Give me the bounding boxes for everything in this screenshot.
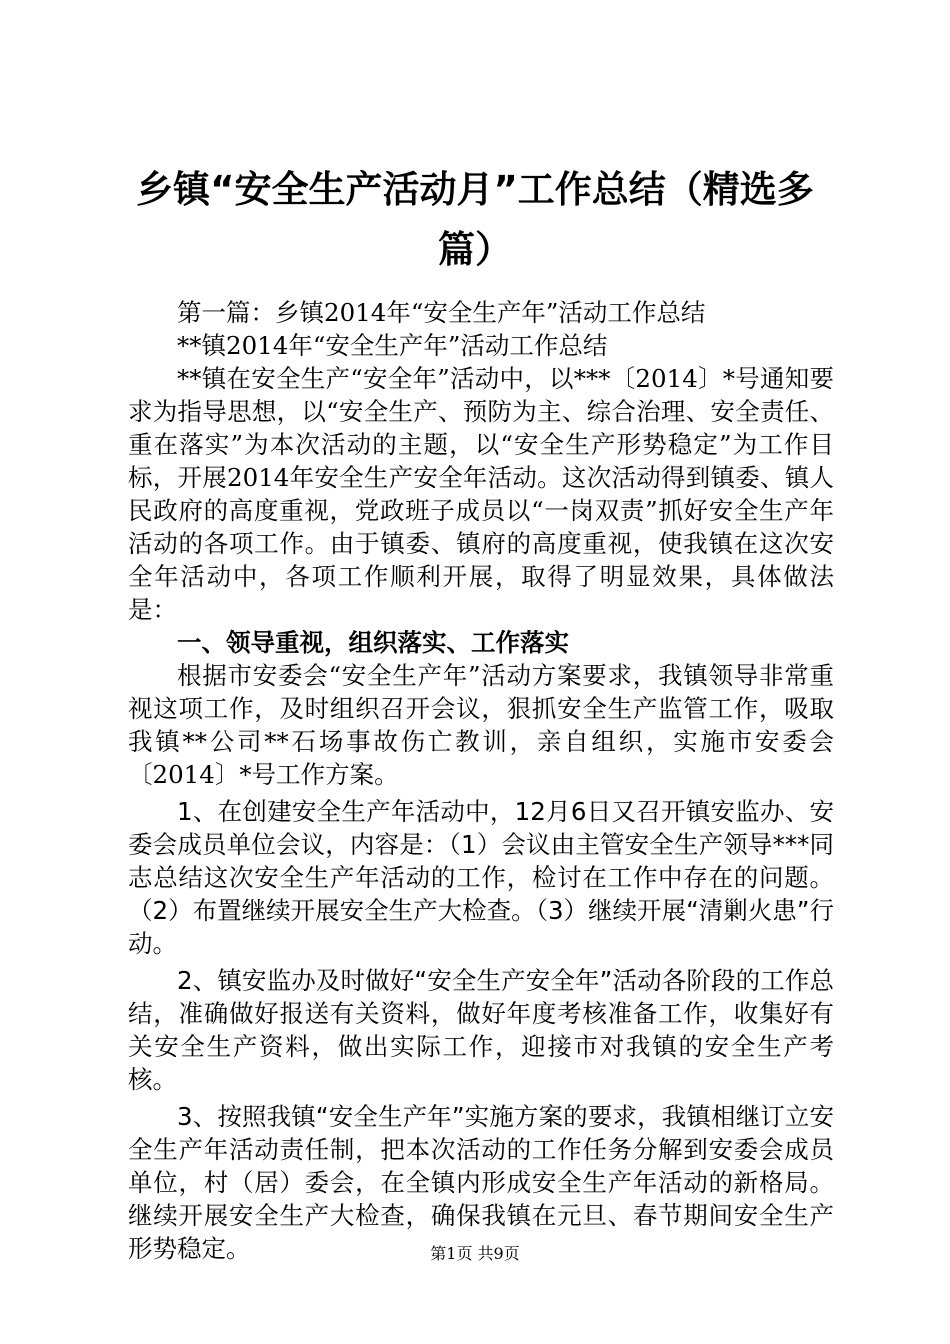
list-item: 2、镇安监办及时做好“安全生产安全年”活动各阶段的工作总结，准确做好报送有关资料，做好年度考核准备工作，收集好有关安全生产资料，做出实际工作，迎接市对我镇的安全生产考核。: [128, 966, 834, 1094]
list-item: 1、在创建安全生产年活动中，12月6日又召开镇安监办、安委会成员单位会议，内容是：（1）会议由主管安全生产领导***同志总结这次安全生产年活动的工作，检讨在工作中存在的问题。（2）布置继续开展安全生产大检查。（3）继续开展“清剿火患”行动。: [128, 797, 834, 958]
document-body: [128, 296, 834, 1265]
subsection-heading: 一、领导重视，组织落实、工作落实: [177, 628, 569, 657]
body-paragraph: **镇在安全生产“安全年”活动中，以***〔2014〕*号通知要求为指导思想，以“安全生产、预防为主、综合治理、安全责任、重在落实”为本次活动的主题，以“安全生产形势稳定”为工作目标，开展2014年安全生产安全年活动。这次活动得到镇委、镇人民政府的高度重视，党政班子成员以“一岗双责”抓好安全生产年活动的各项工作。由于镇委、镇府的高度重视，使我镇在这次安全年活动中，各项工作顺利开展，取得了明显效果，具体做法是：: [128, 364, 834, 624]
subtitle: **镇2014年“安全生产年”活动工作总结: [177, 331, 608, 360]
list-item: 3、按照我镇“安全生产年”实施方案的要求，我镇相继订立安全生产年活动责任制，把本次活动的工作任务分解到安委会成员单位，村（居）委会，在全镇内形成安全生产年活动的新格局。继续开展安全生产大检查，确保我镇在元旦、春节期间安全生产形势稳定。: [128, 1102, 834, 1263]
document-title: 乡镇“安全生产活动月”工作总结（精选多篇）: [136, 168, 814, 271]
body-paragraph: 根据市安委会“安全生产年”活动方案要求，我镇领导非常重视这项工作，及时组织召开会议，狠抓安全生产监管工作，吸取我镇**公司**石场事故伤亡教训，亲自组织，实施市安委会〔2014〕*号工作方案。: [128, 661, 834, 789]
page-footer: 第1页 共9页: [430, 1244, 520, 1263]
section-heading: 第一篇：乡镇2014年“安全生产年”活动工作总结: [177, 298, 706, 327]
